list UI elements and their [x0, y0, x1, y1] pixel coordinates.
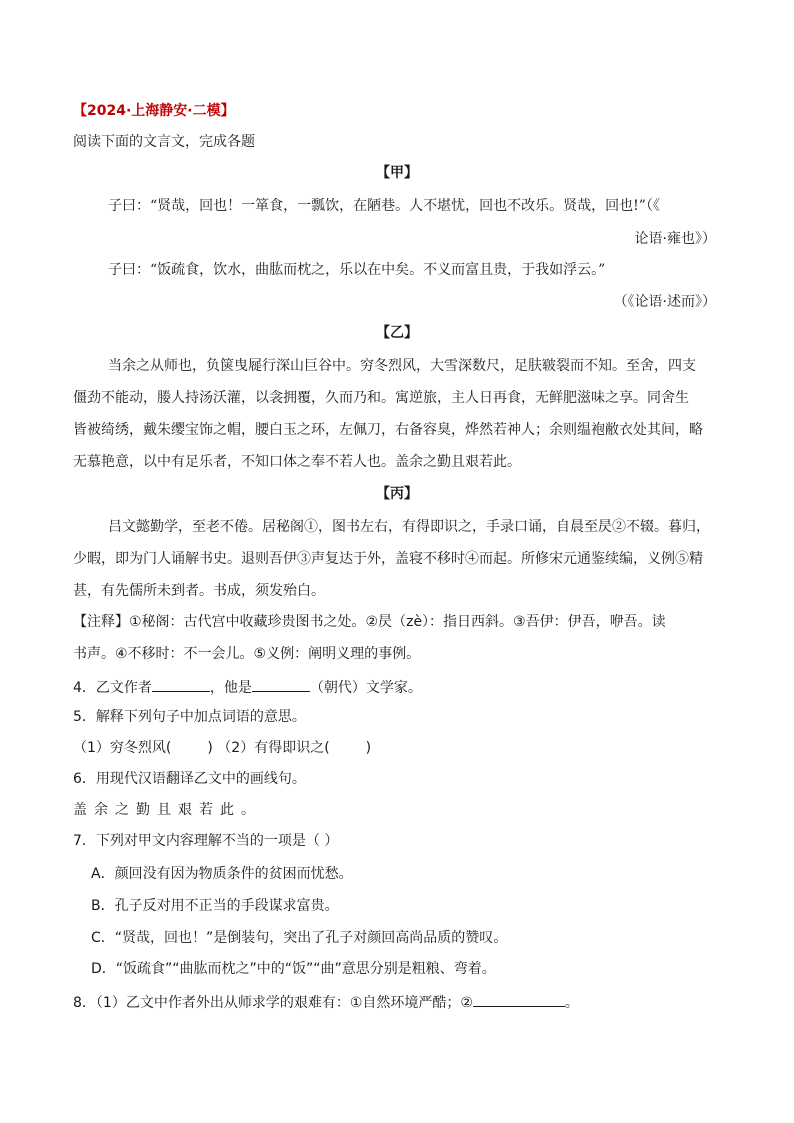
question-8: [73, 991, 579, 1013]
q8-suffix: 。: [564, 995, 579, 1011]
q4-author-blank[interactable]: [152, 676, 210, 692]
yi-passage-line-4: 无慕艳意，以中有足乐者，不知口体之奉不若人也。盖余之勤且艰若此。: [73, 454, 521, 470]
q5-item-2: （2）有得即识之(: [217, 740, 330, 756]
q4-middle: ，他是: [209, 680, 252, 696]
yi-passage-line-1: 当余之从师也，负箧曳屣行深山巨谷中。穷冬烈风，大雪深数尺，足肤皲裂而不知。至舍，四支: [108, 358, 696, 374]
question-4: [73, 676, 422, 698]
question-5-stem: 5．解释下列句子中加点词语的意思。: [73, 709, 306, 725]
question-7-option-a[interactable]: A．颜回没有因为物质条件的贫困而忧愁。: [91, 866, 353, 882]
jia-passage-2-line-1: 子曰：“饭疏食，饮水，曲肱而枕之，乐以在中矣。不义而富且贵，于我如浮云。”: [108, 262, 606, 278]
notes-line-1: 【注释】①秘阁：古代宫中收藏珍贵图书之处。②昃（zè）：指日西斜。③吾伊：伊吾，咿吾。读: [73, 614, 666, 630]
notes-line-2: 书声。④不移时：不一会儿。⑤义例：阐明义理的事例。: [73, 646, 421, 662]
jia-passage-2-line-2: （《论语·述而》）: [613, 294, 716, 310]
question-7-option-c[interactable]: C．“贤哉，回也！”是倒装句，突出了孔子对颜回高尚品质的赞叹。: [91, 930, 508, 946]
q5-item-1-close: ): [207, 740, 213, 756]
section-yi-heading: 【乙】: [376, 325, 418, 341]
question-7-stem: 7．下列对甲文内容理解不当的一项是（ ）: [73, 833, 339, 849]
question-6-stem: 6．用现代汉语翻译乙文中的画线句。: [73, 771, 306, 787]
question-7-option-d[interactable]: D．“饭疏食”“曲肱而枕之”中的“饭”“曲”意思分别是粗粮、弯着。: [91, 961, 496, 977]
bing-passage-line-1: 吕文懿勤学，至老不倦。居秘阁①，图书左右，有得即识之，手录口诵，自晨至昃②不辍。暮归，: [108, 519, 710, 535]
q4-dynasty-blank[interactable]: [252, 676, 310, 692]
q8-answer-blank[interactable]: [473, 991, 565, 1007]
q4-prefix: 4．乙文作者: [73, 680, 152, 696]
question-5-items: [73, 738, 371, 758]
q5-item-1: （1）穷冬烈风(: [73, 740, 172, 756]
bing-passage-line-3: 甚，有先儒所未到者。书成，须发殆白。: [73, 583, 325, 599]
section-bing-heading: 【丙】: [376, 486, 418, 502]
instruction-text: 阅读下面的文言文，完成各题: [73, 134, 255, 150]
question-7-option-b[interactable]: B．孔子反对用不正当的手段谋求富贵。: [91, 898, 339, 914]
section-jia-heading: 【甲】: [376, 165, 418, 181]
yi-passage-line-3: 皆被绮绣，戴朱缨宝饰之帽，腰白玉之环，左佩刀，右备容臭，烨然若神人；余则缊袍敝衣处其间，略: [73, 422, 703, 438]
question-6-sentence: 盖余之勤且艰若此。: [73, 802, 262, 818]
jia-passage-1-line-2: 论语·雍也》）: [634, 231, 716, 247]
q4-suffix: （朝代）文学家。: [309, 680, 422, 696]
q5-item-2-close: ): [365, 740, 372, 756]
source-tag: 【2024·上海静安·二模】: [73, 103, 235, 119]
jia-passage-1-line-1: 子曰：“贤哉，回也！一箪食，一瓢饮，在陋巷。人不堪忧，回也不改乐。贤哉，回也!”（《: [108, 198, 660, 214]
q8-stem: 8．（1）乙文中作者外出从师求学的艰难有：①自然环境严酷；②: [73, 995, 473, 1011]
yi-passage-line-2: 僵劲不能动，媵人持汤沃灌，以衾拥覆，久而乃和。寓逆旅，主人日再食，无鲜肥滋味之享。同舍生: [73, 390, 689, 406]
bing-passage-line-2: 少暇，即为门人诵解书史。退则吾伊③声复达于外，盖寝不移时④而起。所修宋元通鉴续编，义例⑤精: [73, 551, 703, 567]
